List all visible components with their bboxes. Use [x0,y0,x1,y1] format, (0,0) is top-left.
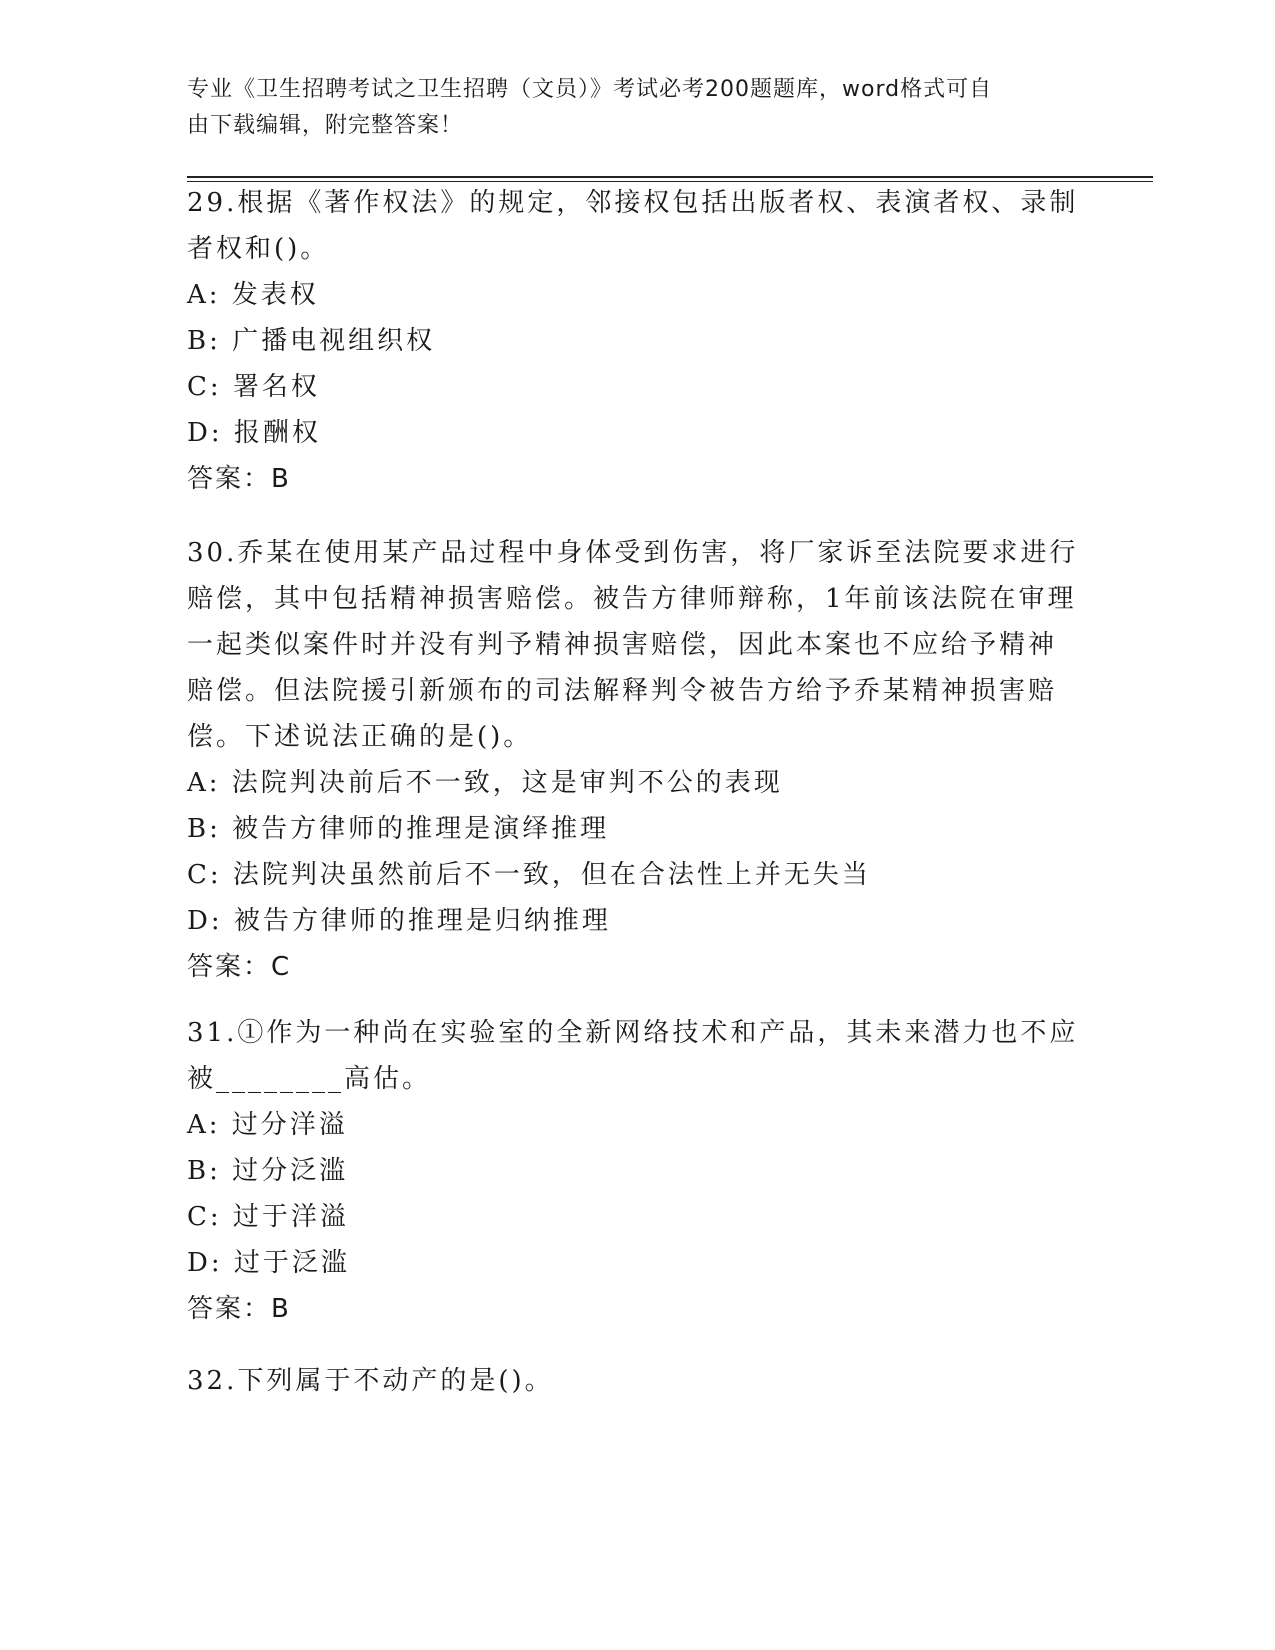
question-stem-line: 31.①作为一种尚在实验室的全新网络技术和产品，其未来潜力也不应 [187,1018,1079,1048]
question-stem-line: 被________高估。 [187,1064,432,1094]
option-c: C: 署名权 [187,372,320,402]
option-a: A: 法院判决前后不一致，这是审判不公的表现 [187,768,783,798]
header-line-2: 由下载编辑，附完整答案！ [187,113,464,138]
question-30 [187,530,1087,990]
header-divider-thick [187,176,1153,178]
answer: 答案：B [187,464,291,494]
option-b: B: 广播电视组织权 [187,326,436,356]
question-stem-line: 赔偿，其中包括精神损害赔偿。被告方律师辩称，1年前该法院在审理 [187,584,1077,614]
option-b: B: 被告方律师的推理是演绎推理 [187,814,610,844]
option-d: D: 过于泛滥 [187,1248,350,1278]
question-stem-line: 偿。下述说法正确的是()。 [187,722,533,752]
option-a: A: 过分洋溢 [187,1110,348,1140]
answer: 答案：B [187,1294,291,1324]
document-header [187,72,1067,144]
option-a: A: 发表权 [187,280,319,310]
question-stem-line: 者权和()。 [187,234,330,264]
option-b: B: 过分泛滥 [187,1156,349,1186]
question-stem-line: 赔偿。但法院援引新颁布的司法解释判令被告方给予乔某精神损害赔 [187,676,1058,706]
question-stem-line: 29.根据《著作权法》的规定，邻接权包括出版者权、表演者权、录制 [187,188,1079,218]
question-stem-line: 一起类似案件时并没有判予精神损害赔偿，因此本案也不应给予精神 [187,630,1058,660]
question-29 [187,180,1087,502]
question-31 [187,1010,1087,1332]
option-c: C: 过于洋溢 [187,1202,349,1232]
header-line-1: 专业《卫生招聘考试之卫生招聘（文员）》考试必考200题题库，word格式可自 [187,77,993,102]
question-stem-line: 30.乔某在使用某产品过程中身体受到伤害，将厂家诉至法院要求进行 [187,538,1079,568]
option-d: D: 被告方律师的推理是归纳推理 [187,906,611,936]
option-d: D: 报酬权 [187,418,321,448]
question-32 [187,1358,1087,1404]
option-c: C: 法院判决虽然前后不一致，但在合法性上并无失当 [187,860,871,890]
answer: 答案：C [187,952,292,982]
question-stem-line: 32.下列属于不动产的是()。 [187,1366,554,1396]
